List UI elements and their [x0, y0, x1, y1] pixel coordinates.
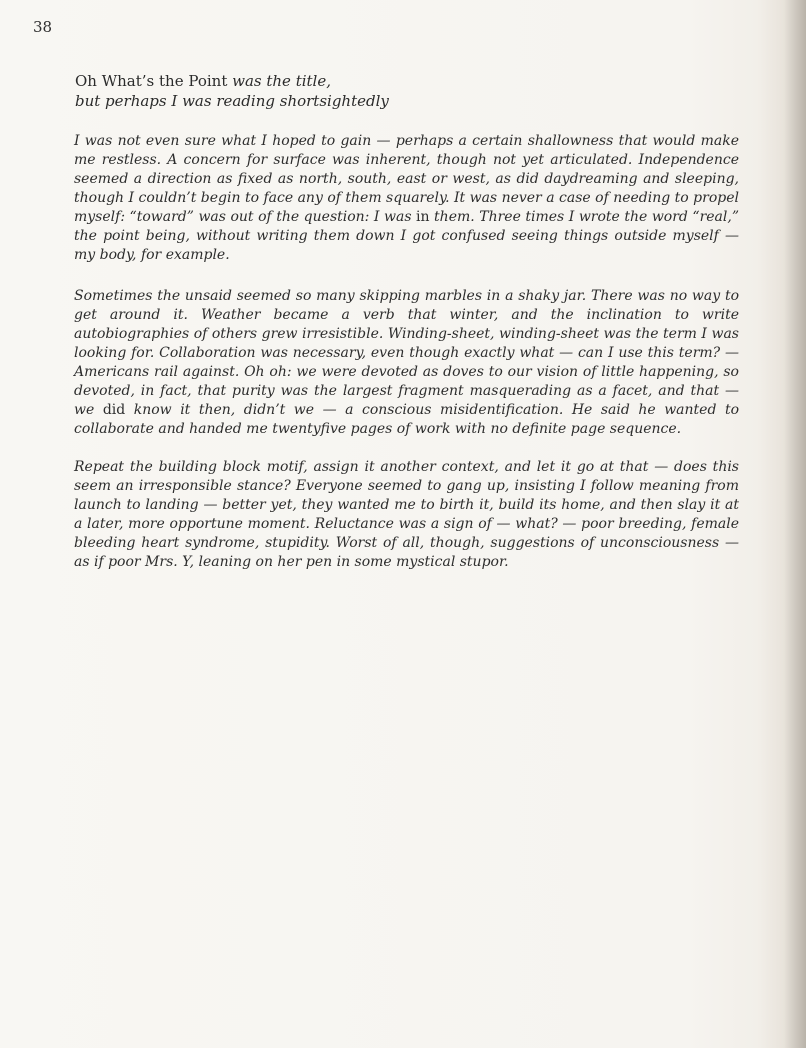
page-binding-shadow — [784, 0, 806, 1048]
title-line-1 — [75, 71, 755, 91]
title-line-2: but perhaps I was reading shortsightedly — [75, 92, 389, 110]
title-suffix: was the title, — [227, 72, 331, 90]
paragraph-1-roman-word: in — [416, 209, 430, 225]
paragraph-2 — [74, 287, 739, 439]
paragraph-1 — [74, 132, 739, 265]
paragraph-3-segment-1: Repeat the building block motif, assign it another context, and let it go at that — does this seem an irresponsible stance? Everyone seemed to gang up, insisting I follow meaning from launch to landing — better yet, they wanted me to birth it, build its home, and then slay it at a later, more opportune moment. Reluctance was a sign of — what? — poor breeding, female bleeding heart syndrome, stupidity. Worst of all, though, suggestions of unconsciousness — as if poor Mrs. Y, leaning on her pen in some mystical stupor. — [74, 459, 739, 570]
paragraph-2-segment-3: know it then, didn’t we — a conscious misidentification. He said he wanted to collaborate and handed me twentyfive pages of work with no definite page sequence. — [74, 402, 740, 437]
paragraph-2-segment-1: Sometimes the unsaid seemed so many skipping marbles in a shaky jar. There was no way to get around it. Weather became a verb that winter, and the inclination to write autobiographies of others grew irresistible. Winding-sheet, winding-sheet was the term I was looking for. Collaboration was necessary, even though exactly what — can I use this term? — Americans rail against. Oh oh: we were devoted as doves to our vision of little happening, so devoted, in fact, that purity was the largest fragment masquerading as a facet, and that — we — [74, 288, 739, 418]
title-text: Oh What’s the Point — [75, 72, 228, 90]
paragraph-2-roman-word: did — [102, 402, 126, 418]
poem-title-block — [75, 71, 755, 111]
paragraph-1-segment-3: them. Three times I wrote the word “real,” the point being, without writing them down I got confused seeing things outside myself — my body, for example. — [74, 209, 739, 263]
page-number: 38 — [33, 18, 53, 36]
paragraph-1-segment-1: I was not even sure what I hoped to gain — perhaps a certain shallowness that would make me restless. A concern for surface was inherent, though not yet articulated. Independence seemed a direction as fixed as north, south, east or west, as did daydreaming and sleeping, though I couldn’t begin to face any of them squarely. It was never a case of needing to propel myself: “toward” was out of the question: I was — [74, 133, 739, 225]
paragraph-3 — [74, 458, 739, 572]
